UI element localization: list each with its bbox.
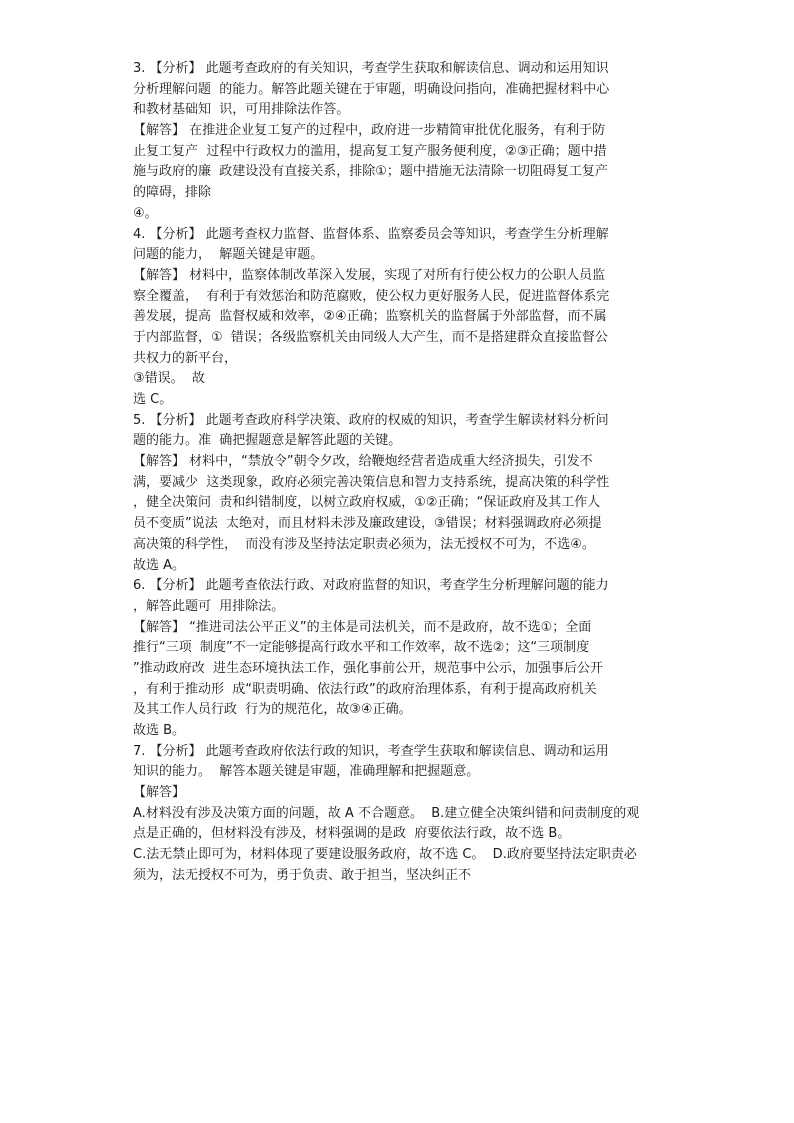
text-line: A.材料没有涉及决策方面的问题，故 A 不合题意。 B.建立健全决策纠错和问责制度的观	[133, 805, 640, 821]
text-line: 共权力的新平台，	[133, 350, 238, 366]
text-line: 3. 【分析】 此题考查政府的有关知识，考查学生获取和解读信息、调动和运用知识	[133, 61, 609, 76]
text-line: 题的能力。准 确把握题意是解答此题的关键。	[133, 433, 402, 449]
text-line: 及其工作人员行政 行为的规范化，故③④正确。	[133, 702, 412, 718]
text-line: 于内部监督，① 错误；各级监察机关由同级人大产生，而不是搭建群众直接监督公	[133, 329, 608, 345]
text-line: 察全覆盖， 有利于有效惩治和防范腐败，使公权力更好服务人民，促进监督体系完	[133, 288, 610, 304]
text-line: ，有利于推动形 成“职责明确、依法行政”的政府治理体系，有利于提高政府机关	[133, 681, 597, 697]
text-line: 选 C。	[133, 392, 173, 407]
text-line: 【解答】 在推进企业复工复产的过程中，政府进一步精简审批优化服务，有利于防	[133, 123, 606, 139]
text-line: C.法无禁止即可为，材料体现了要建设服务政府，故不选 C。 D.政府要坚持法定职责必	[133, 847, 637, 863]
text-line: 点是正确的，但材料没有涉及，材料强调的是政 府要依法行政，故不选 B。	[133, 826, 571, 842]
text-line: 5. 【分析】 此题考查政府科学决策、政府的权威的知识，考查学生解读材料分析问	[133, 412, 609, 428]
text-line: 问题的能力， 解题关键是审题。	[133, 247, 324, 263]
text-line: 【解答】 材料中，“禁放令”朝令夕改，给鞭炮经营者造成重大经济损失，引发不	[133, 454, 593, 470]
text-line: 员不变质”说法 太绝对，而且材料未涉及廉政建设，③错误；材料强调政府必须提	[133, 516, 602, 532]
text-line: 高决策的科学性， 而没有涉及坚持法定职责必须为，法无授权不可为，不选④。	[133, 536, 595, 552]
text-line: 故选 A。	[133, 557, 186, 573]
text-line: 分析理解问题 的能力。解答此题关键在于审题，明确设问指向，准确把握材料中心	[133, 81, 610, 97]
text-line: ③错误。 故	[133, 371, 205, 387]
text-line: 故选 B。	[133, 723, 186, 738]
text-line: 止复工复产 过程中行政权力的滥用，提高复工复产服务便利度，②③正确；题中措	[133, 143, 607, 159]
text-line: 善发展，提高 监督权威和效率，②④正确；监察机关的监督属于外部监督，而不属	[133, 309, 607, 325]
text-line: ，健全决策问 责和纠错制度，以树立政府权威，①②正确；“保证政府及其工作人	[133, 495, 601, 511]
text-line: ”推动政府改 进生态环境执法工作，强化事前公开，规范事中公示，加强事后公开	[133, 660, 604, 676]
text-line: 【解答】 “推进司法公平正义”的主体是司法机关，而不是政府，故不选①；全面	[133, 619, 592, 635]
text-line: 推行“三项 制度”不一定能够提高行政水平和工作效率，故不选②；这“三项制度	[133, 640, 590, 656]
text-line: 知识的能力。 解答本题关键是审题，准确理解和把握题意。	[133, 764, 480, 780]
text-line: 4. 【分析】 此题考查权力监督、监督体系、监察委员会等知识，考查学生分析理解	[133, 226, 609, 242]
text-line: 须为，法无授权不可为，勇于负责、敢于担当，坚决纠正不	[133, 867, 472, 883]
text-line: 【解答】	[133, 785, 186, 801]
text-line: ④。	[133, 205, 158, 221]
text-line: 6. 【分析】 此题考查依法行政、对政府监督的知识，考查学生分析理解问题的能力	[133, 578, 609, 594]
answer-explanation-text	[133, 59, 663, 887]
text-line: 满，要减少 这类现象，政府必须完善决策信息和智力支持系统，提高决策的科学性	[133, 474, 610, 490]
text-line: ，解答此题可 用排除法。	[133, 598, 285, 614]
text-line: 的障碍，排除	[133, 185, 212, 201]
text-line: 【解答】 材料中，监察体制改革深入发展，实现了对所有行使公权力的公职人员监	[133, 267, 606, 283]
text-line: 和教材基础知 识，可用排除法作答。	[133, 102, 350, 118]
text-line: 施与政府的廉 政建设没有直接关系，排除①；题中措施无法清除一切阻碍复工复产	[133, 164, 608, 180]
text-line: 7. 【分析】 此题考查政府依法行政的知识，考查学生获取和解读信息、调动和运用	[133, 743, 609, 759]
